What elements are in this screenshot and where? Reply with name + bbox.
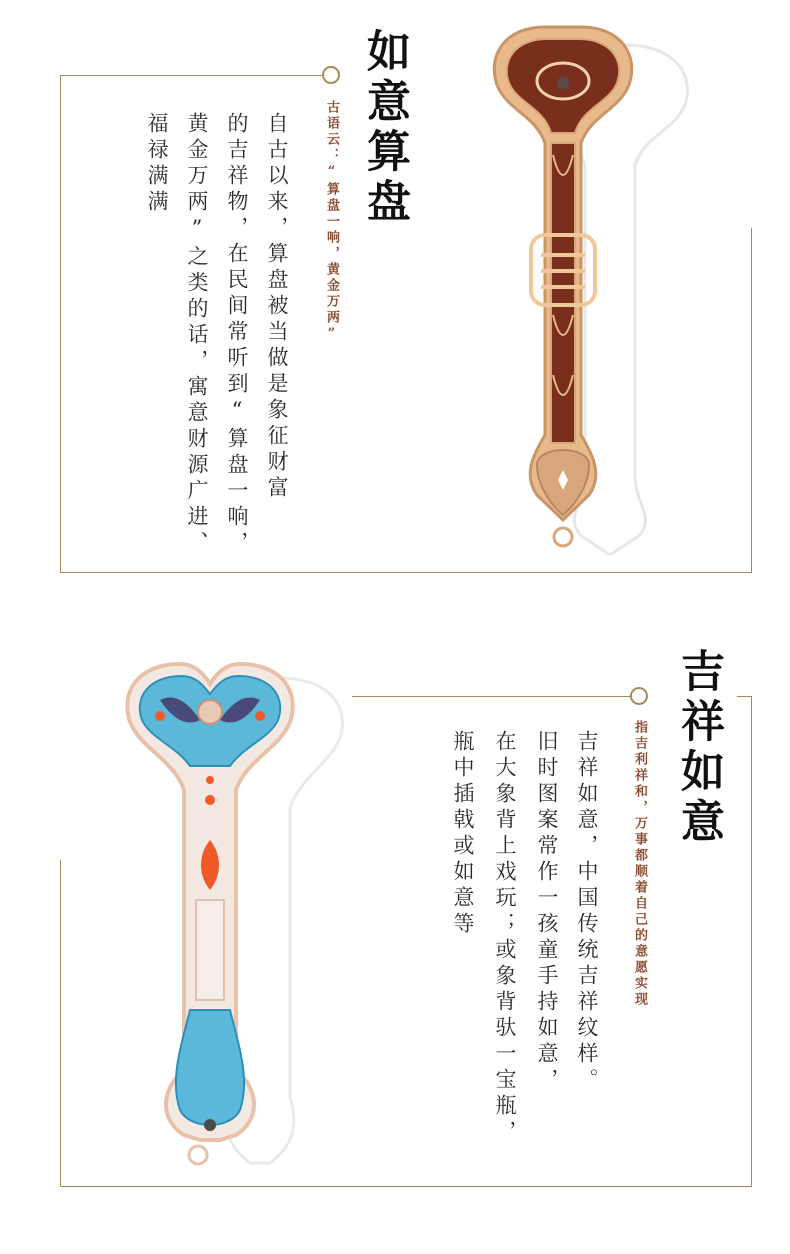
- section1-paragraph-line-1: 自古以来，算盘被当做是象征财富: [265, 112, 289, 502]
- section2-paragraph-line-1: 吉祥如意，中国传统吉祥纹样。: [575, 730, 599, 1094]
- section1-paragraph-line-3: 黄金万两”之类的话，寓意财源广进、: [185, 112, 209, 557]
- section1-subtitle: 古语云：“算盘一响，黄金万两”: [324, 100, 339, 344]
- ruyi-bookmark-brown-image: [485, 15, 705, 555]
- section2-top-rule-right: [737, 696, 752, 697]
- section1-top-rule: [60, 75, 322, 76]
- section2-bottom-rule: [60, 1186, 752, 1187]
- section1-paragraph-line-4: 福禄满满: [145, 112, 169, 216]
- section2-subtitle: 指吉利祥和，万事都顺着自己的意愿实现: [632, 720, 647, 1008]
- section2-ornament-circle: [630, 687, 648, 705]
- section2-title: 吉祥如意: [673, 648, 724, 848]
- section1-right-rule: [751, 228, 752, 573]
- section2-paragraph-line-2: 旧时图案常作一孩童手持如意，: [535, 730, 559, 1094]
- section2-paragraph-line-4: 瓶中插戟或如意等: [451, 730, 475, 938]
- section2-top-rule-left: [352, 696, 630, 697]
- section2-paragraph-line-3: 在大象背上戏玩；或象背驮一宝瓶，: [493, 730, 517, 1146]
- section1-title: 如意算盘: [359, 28, 410, 228]
- section1-paragraph-line-2: 的吉祥物，在民间常听到“算盘一响，: [225, 112, 249, 557]
- section2-left-rule: [60, 860, 61, 1187]
- section1-ornament-circle: [322, 66, 340, 84]
- ruyi-bookmark-blue-image: [120, 650, 350, 1180]
- section2-right-rule: [751, 696, 752, 1187]
